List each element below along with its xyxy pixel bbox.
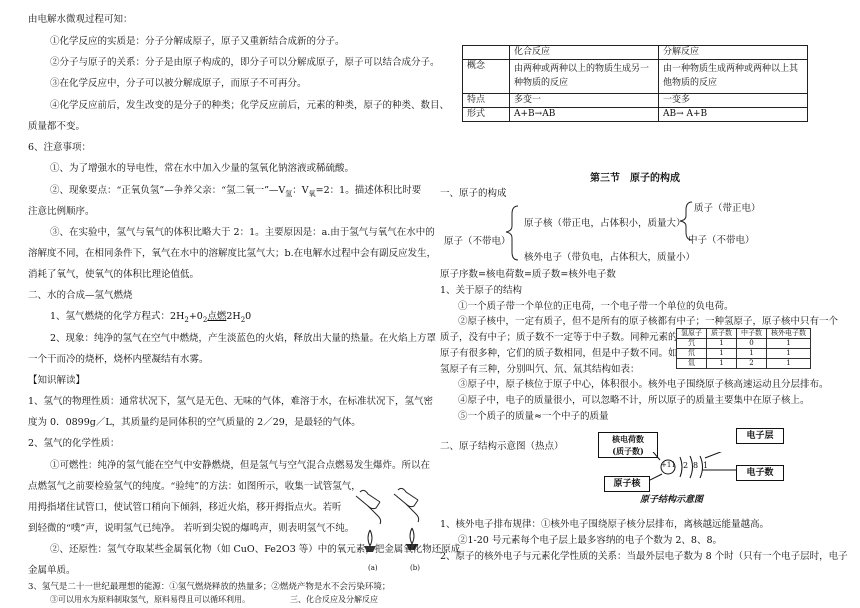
phenomenon-2: 一个干而冷的烧杯，烧杯内壁凝结有水雾。: [28, 354, 209, 365]
structure-2-cont-1: 质子，没有中子；质子数不一定等于中子数。同种元素的: [440, 332, 678, 343]
chemical-4: 到轻微的“噗”声，说明氢气已纯净。 若听到尖锐的爆鸣声，则表明氢气不纯。: [28, 523, 355, 534]
note-1: ①、为了增强水的导电性，常在水中加入少量的氢氧化钠溶液或稀硫酸。: [50, 163, 355, 174]
structure-1: ①一个质子带一个单位的正电荷，一个电子带一个单位的负电荷。: [458, 301, 734, 312]
reduction-2: 金属单质。: [28, 565, 76, 576]
electron-label: 核外电子（带负电，占体积大，质量小）: [524, 252, 696, 263]
point-1: ①化学反应的实质是：分子分解成原子，原子又重新结合成新的分子。: [50, 36, 345, 47]
table-row: [463, 60, 808, 94]
structure-2: ②原子核中，一定有质子，但不是所有的原子核都有中子；一种氢原子，原子核中只有一个: [458, 316, 839, 327]
table-row: [463, 107, 808, 121]
table-row: [677, 359, 811, 369]
table-row: [677, 339, 811, 349]
structure-5: ⑤一个质子的质量≈一个中子的质量: [458, 411, 609, 422]
diagram-caption: 原子结构示意图: [640, 495, 704, 505]
table-row: [677, 349, 811, 359]
intro-line: 由电解水微观过程可知：: [28, 14, 133, 25]
table-cell: 特点: [463, 93, 510, 107]
table-cell: 概念: [463, 60, 510, 94]
structure-4: ④原子中，电子的质量很小，可以忽略不计，所以原子的质量主要集中在原子核上。: [458, 395, 810, 406]
table-cell: 质子数: [707, 329, 737, 339]
chemical-title: 2、氢气的化学性质：: [28, 438, 120, 449]
nucleus-box: 原子核: [604, 476, 650, 492]
structure-title: 1、关于原子的结构: [440, 285, 523, 296]
table-cell: 由一种物质生成两种或两种以上其他物质的反应: [659, 60, 808, 94]
note-3-cont-1: 溶解度不同，在相同条件下，氧气在水中的溶解度比氢气大；b.在电解水过程中会有副反应发生，: [28, 248, 437, 259]
structure-3: ③原子中，原子核位于原子中心，体积很小。核外电子围绕原子核高速运动且分层排布。: [458, 379, 829, 390]
electron-count-box: 电子数: [736, 465, 784, 481]
atom-label: 原子（不带电）: [444, 236, 511, 247]
table-cell: 0: [737, 339, 767, 349]
physical-2: 度为 0．0899g／L，其质量约是同体积的空气质量的 2／29，是最轻的气体。: [28, 417, 361, 428]
table-cell: AB→ A+B: [659, 107, 808, 121]
table-cell: 中子数: [737, 329, 767, 339]
shell-3-count: 1: [703, 461, 709, 470]
shell-box: 电子层: [736, 428, 784, 444]
shell-2-count: 8: [693, 461, 699, 470]
note-2-cont: 注意比例顺序。: [28, 206, 95, 217]
phenomenon-1: 2、现象：纯净的氢气在空气中燃烧，产生淡蓝色的火焰，释放出大量的热量。在火焰上方罩: [50, 333, 437, 344]
table-cell: 1: [767, 349, 811, 359]
point-4: ④化学反应前后，发生改变的是分子的种类；化学反应前后，元素的种类，原子的种类、数目、: [50, 100, 450, 111]
table-cell: 多变一: [510, 93, 659, 107]
table-cell: 氢原子: [677, 329, 707, 339]
nucleus-label: 原子核（带正电，占体积小，质量大）: [524, 218, 686, 229]
chemical-2: 点燃氢气之前要检验氢气的纯度。“验纯”的方法：如图所示，收集一试管氢气，: [28, 481, 361, 492]
point-3: ③在化学反应中，分子可以被分解成原子，而原子不可再分。: [50, 78, 307, 89]
table-cell: 分解反应: [659, 46, 808, 60]
note-3: ③、在实验中，氢气与氧气的体积比略大于 2：1。主要原因是：a.由于氢气与氧气在水中的: [50, 227, 435, 238]
table-cell: 2: [737, 359, 767, 369]
illustration-label-b: (b): [410, 564, 420, 572]
table-cell: 1: [737, 349, 767, 359]
section-title: 第三节 原子的构成: [590, 173, 680, 184]
atomic-number-equation: 原子序数=核电荷数=质子数=核外电子数: [440, 269, 616, 280]
rule-2: ②1-20 号元素每个电子层上最多容纳的电子个数为 2、8、8。: [458, 535, 723, 546]
diagram-heading: 二、原子结构示意图（热点）: [440, 441, 564, 452]
chemical-1: ①可燃性：纯净的氢气能在空气中安静燃烧，但是氢气与空气混合点燃易发生爆炸。所以在: [50, 460, 431, 471]
rule-3: 2、原子的核外电子与元素化学性质的关系：当最外层电子数为 8 个时（只有一个电子层时，电子: [440, 551, 848, 562]
table-cell: 1: [767, 339, 811, 349]
table-cell: A+B→AB: [510, 107, 659, 121]
table-cell: 1: [767, 359, 811, 369]
table-row: [463, 93, 808, 107]
illustration-label-a: (a): [368, 564, 378, 572]
rule-1: 1、核外电子排布规律：①核外电子围绕原子核分层排布，离核越远能量越高。: [440, 519, 770, 530]
nucleus-charge: +11: [661, 461, 676, 469]
point-4-cont: 质量都不变。: [28, 121, 86, 132]
nuclear-charge-box: 核电荷数 (质子数): [598, 432, 658, 458]
chemical-3: 用拇指堵住试管口，使试管口稍向下倾斜，移近火焰，移开拇指点火。若听: [28, 502, 342, 513]
energy-2: ③可以用水为原料制取氢气，原料易得且可以循环利用。: [50, 595, 250, 604]
structure-2-cont-2: 原子有很多种，它们的质子数相同，但是中子数不同。如: [440, 348, 678, 359]
table-cell: 1: [707, 339, 737, 349]
table-cell: 一变多: [659, 93, 808, 107]
section-2-title: 二、水的合成—氢气燃烧: [28, 290, 133, 301]
table-cell: 氘: [677, 349, 707, 359]
point-2: ②分子与原子的关系：分子是由原子构成的，即分子可以分解成原子，原子可以结合成分子。: [50, 57, 440, 68]
table-header-row: [463, 46, 808, 60]
table-cell: 化合反应: [510, 46, 659, 60]
hydrogen-isotope-table: [676, 328, 811, 369]
table-cell: 核外电子数: [767, 329, 811, 339]
proton-label: 质子（带正电）: [694, 203, 761, 214]
table-cell: [463, 46, 510, 60]
notes-title: 6、注意事项：: [28, 142, 92, 153]
table-cell: 由两种或两种以上的物质生成另一种物质的反应: [510, 60, 659, 94]
physical-1: 1、氢气的物理性质：通常状况下，氢气是无色、无味的气体，难溶于水，在标准状况下，氢气密: [28, 396, 434, 407]
table-cell: 1: [707, 349, 737, 359]
reaction-comparison-table: [462, 45, 808, 122]
shell-1-count: 2: [683, 461, 689, 470]
note-3-cont-2: 消耗了氧气，使氧气的体积比理论值低。: [28, 269, 200, 280]
structure-heading: 一、原子的构成: [440, 188, 507, 199]
table-cell: 1: [707, 359, 737, 369]
combustion-equation: 1、氢气燃烧的化学方程式：$2H_2+0_2$点燃$2H_20$: [50, 311, 252, 324]
table-header-row: [677, 329, 811, 339]
note-2: ②、现象要点：“正氧负氢”—争养父亲：“氢二氧一$”—V_氢$：$V_氧=2$：1。描述体积比时要: [50, 185, 422, 198]
table-cell: 形式: [463, 107, 510, 121]
reduction-1: ②、还原性：氢气夺取某些金属氧化物（如 CuO、Fe2O3 等）中的氧元素，把金属氧化物还原成: [50, 544, 461, 555]
energy-1: 3、氢气是二十一世纪最理想的能源：①氢气燃烧释放的热量多；②燃烧产物是水不会污染环境；: [28, 582, 391, 592]
knowledge-title: 【知识解读】: [28, 375, 86, 386]
section-3-title: 三、化合反应及分解反应: [290, 595, 378, 604]
table-cell: 氕: [677, 339, 707, 349]
neutron-label: 中子（不带电）: [688, 235, 755, 246]
structure-2-cont-3: 氢原子有三种，分别叫氕、氘、氚其结构如表：: [440, 364, 640, 375]
table-cell: 氚: [677, 359, 707, 369]
